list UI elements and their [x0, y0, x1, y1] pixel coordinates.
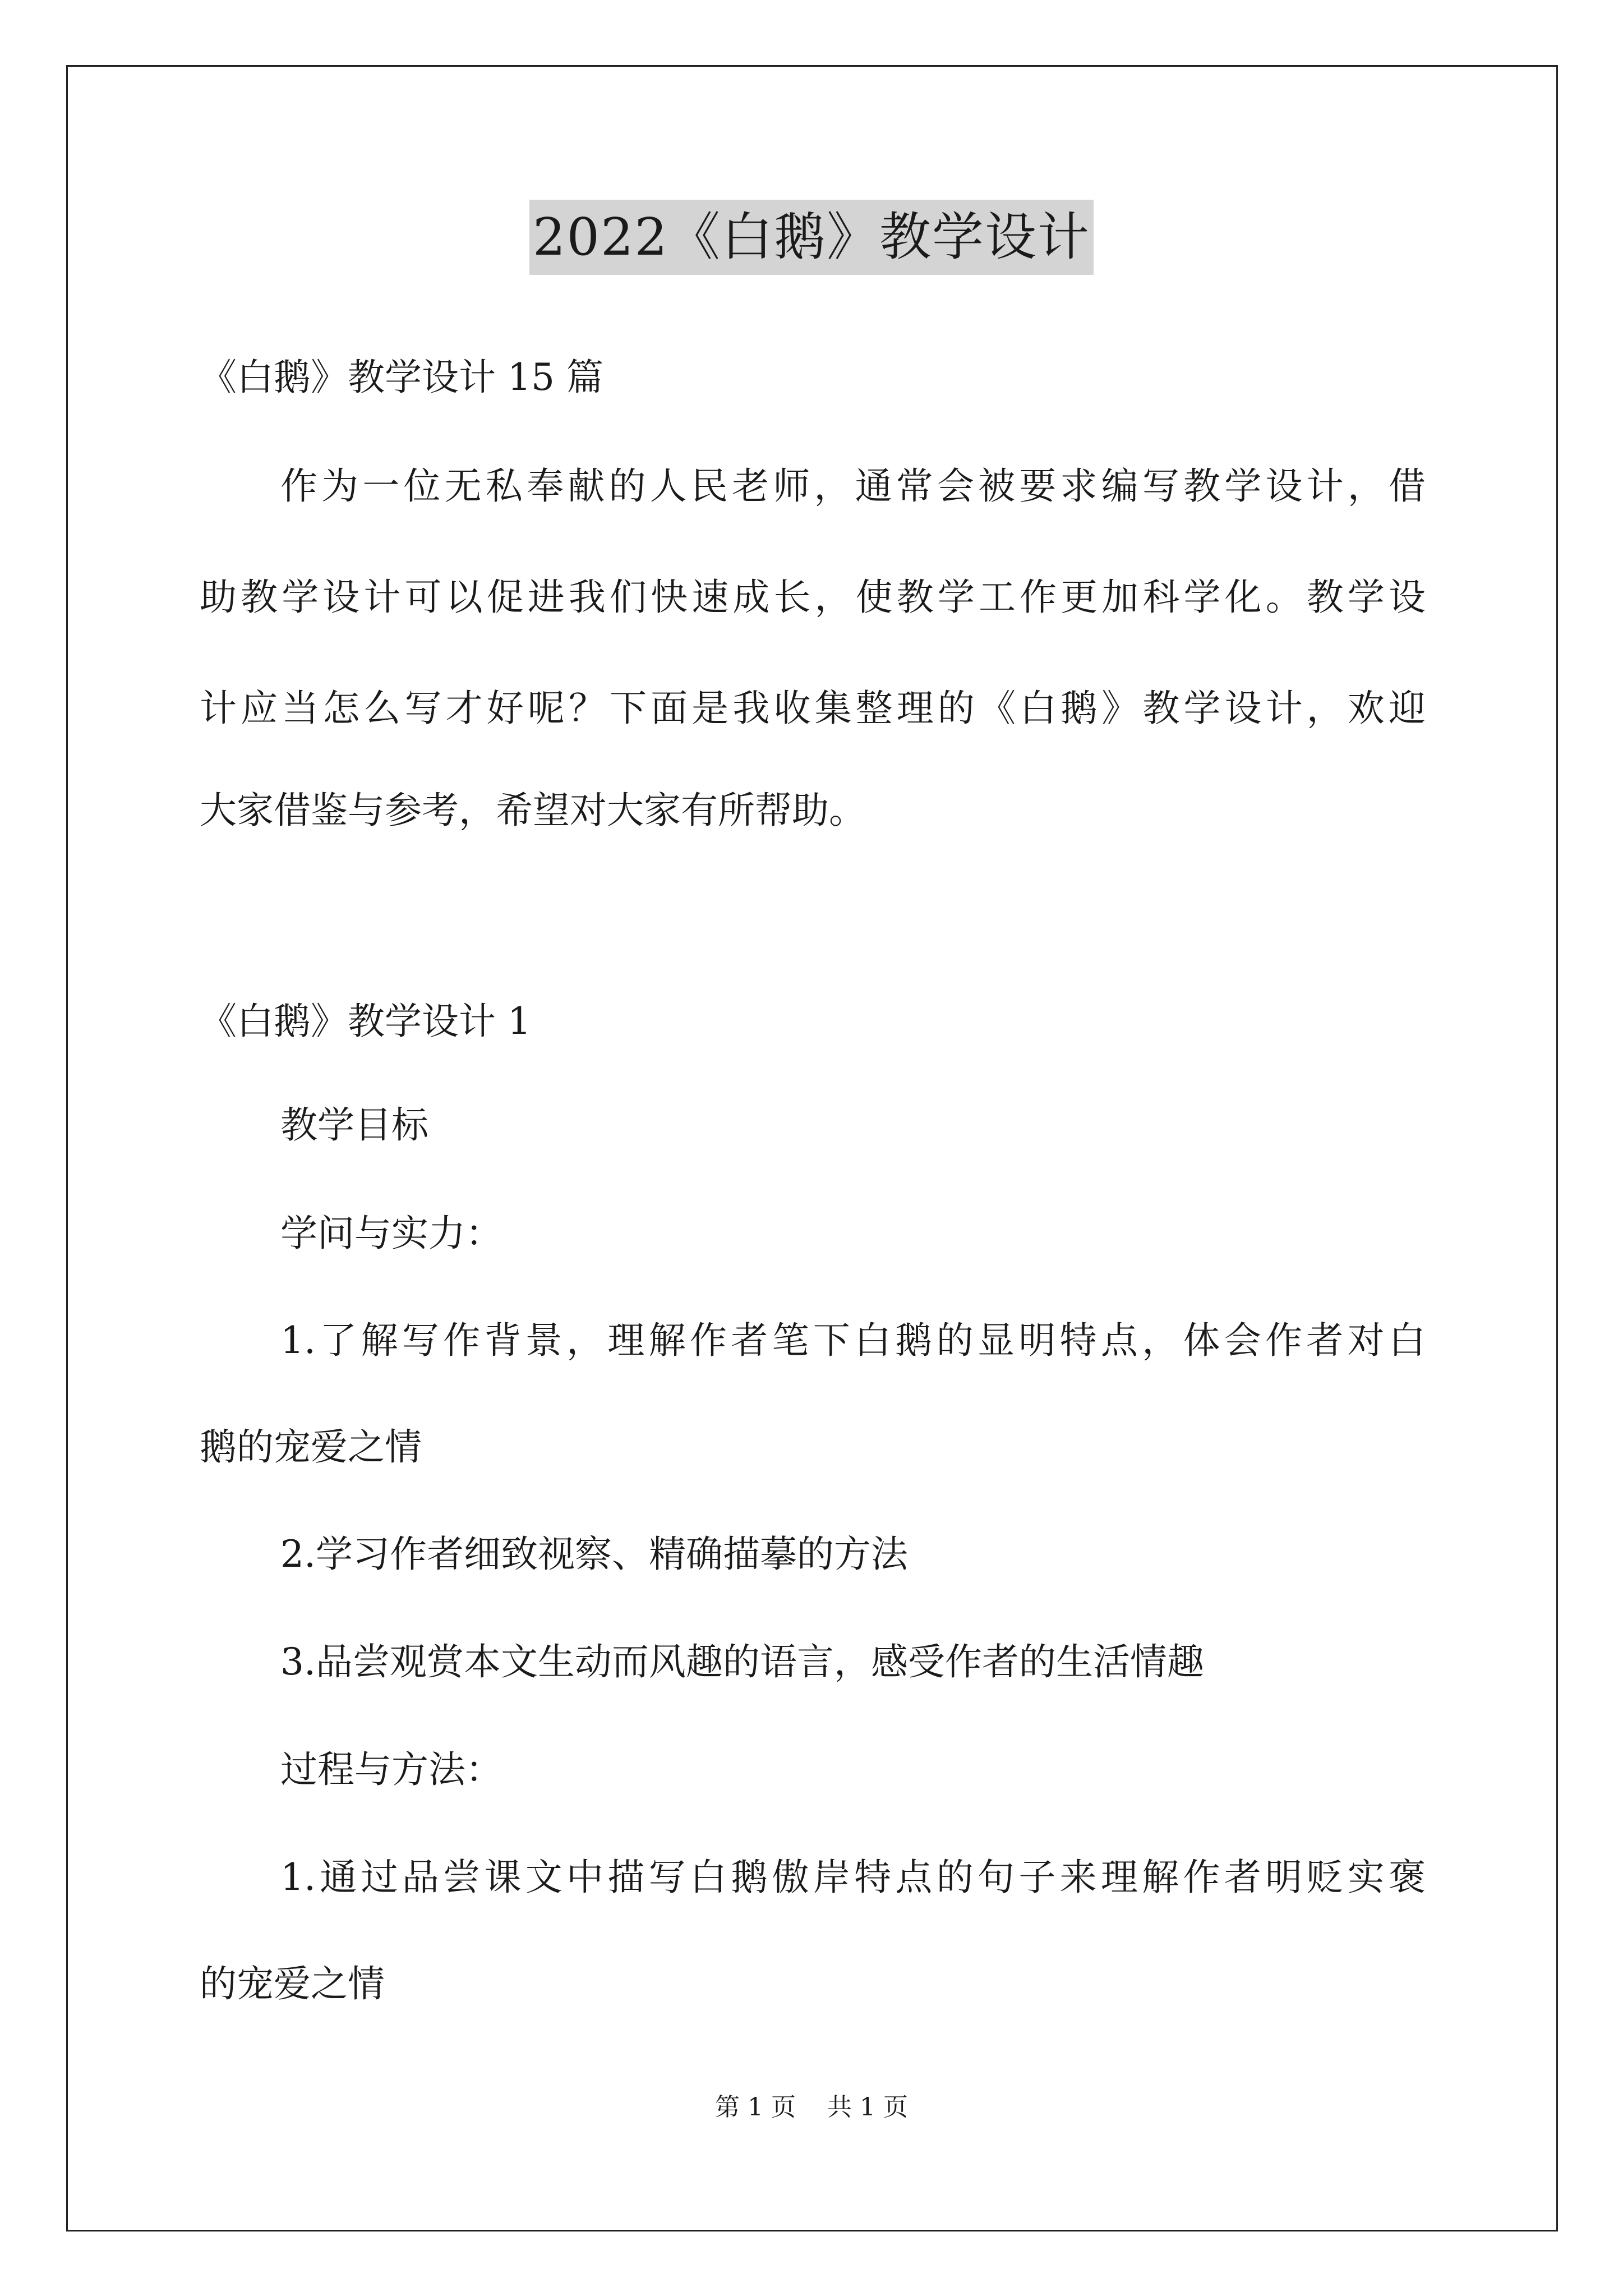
- knowledge-item-2: 2.学习作者细致视察、精确描摹的方法: [280, 1533, 908, 1576]
- goal-heading: 教学目标: [280, 1103, 428, 1147]
- page-footer: [0, 2091, 1623, 2124]
- title-container: [0, 200, 1623, 275]
- knowledge-item-3: 3.品尝观赏本文生动而风趣的语言，感受作者的生活情趣: [280, 1640, 1204, 1683]
- page-number: 第 1 页: [715, 2093, 796, 2122]
- intro-line-4: 大家借鉴与参考，希望对大家有所帮助。: [200, 789, 866, 832]
- process-heading: 过程与方法：: [280, 1748, 502, 1791]
- document-subtitle: 《白鹅》教学设计 15 篇: [200, 356, 603, 399]
- knowledge-item-1: 1.了解写作背景，理解作者笔下白鹅的显明特点，体会作者对白: [280, 1319, 1426, 1362]
- document-title: 2022《白鹅》教学设计: [529, 200, 1094, 275]
- intro-line-3: 计应当怎么写才好呢？下面是我收集整理的《白鹅》教学设计，欢迎: [200, 687, 1426, 730]
- process-item-1-cont: 的宠爱之情: [200, 1962, 385, 2005]
- intro-line-2: 助教学设计可以促进我们快速成长，使教学工作更加科学化。教学设: [200, 576, 1426, 619]
- page-total: 共 1 页: [827, 2093, 908, 2122]
- process-item-1: 1.通过品尝课文中描写白鹅傲岸特点的句子来理解作者明贬实褒: [280, 1856, 1426, 1899]
- section-heading: 《白鹅》教学设计 1: [200, 1000, 531, 1043]
- intro-line-1: 作为一位无私奉献的人民老师，通常会被要求编写教学设计，借: [280, 464, 1426, 508]
- knowledge-item-1-cont: 鹅的宠爱之情: [200, 1425, 422, 1469]
- knowledge-heading: 学问与实力：: [280, 1212, 502, 1255]
